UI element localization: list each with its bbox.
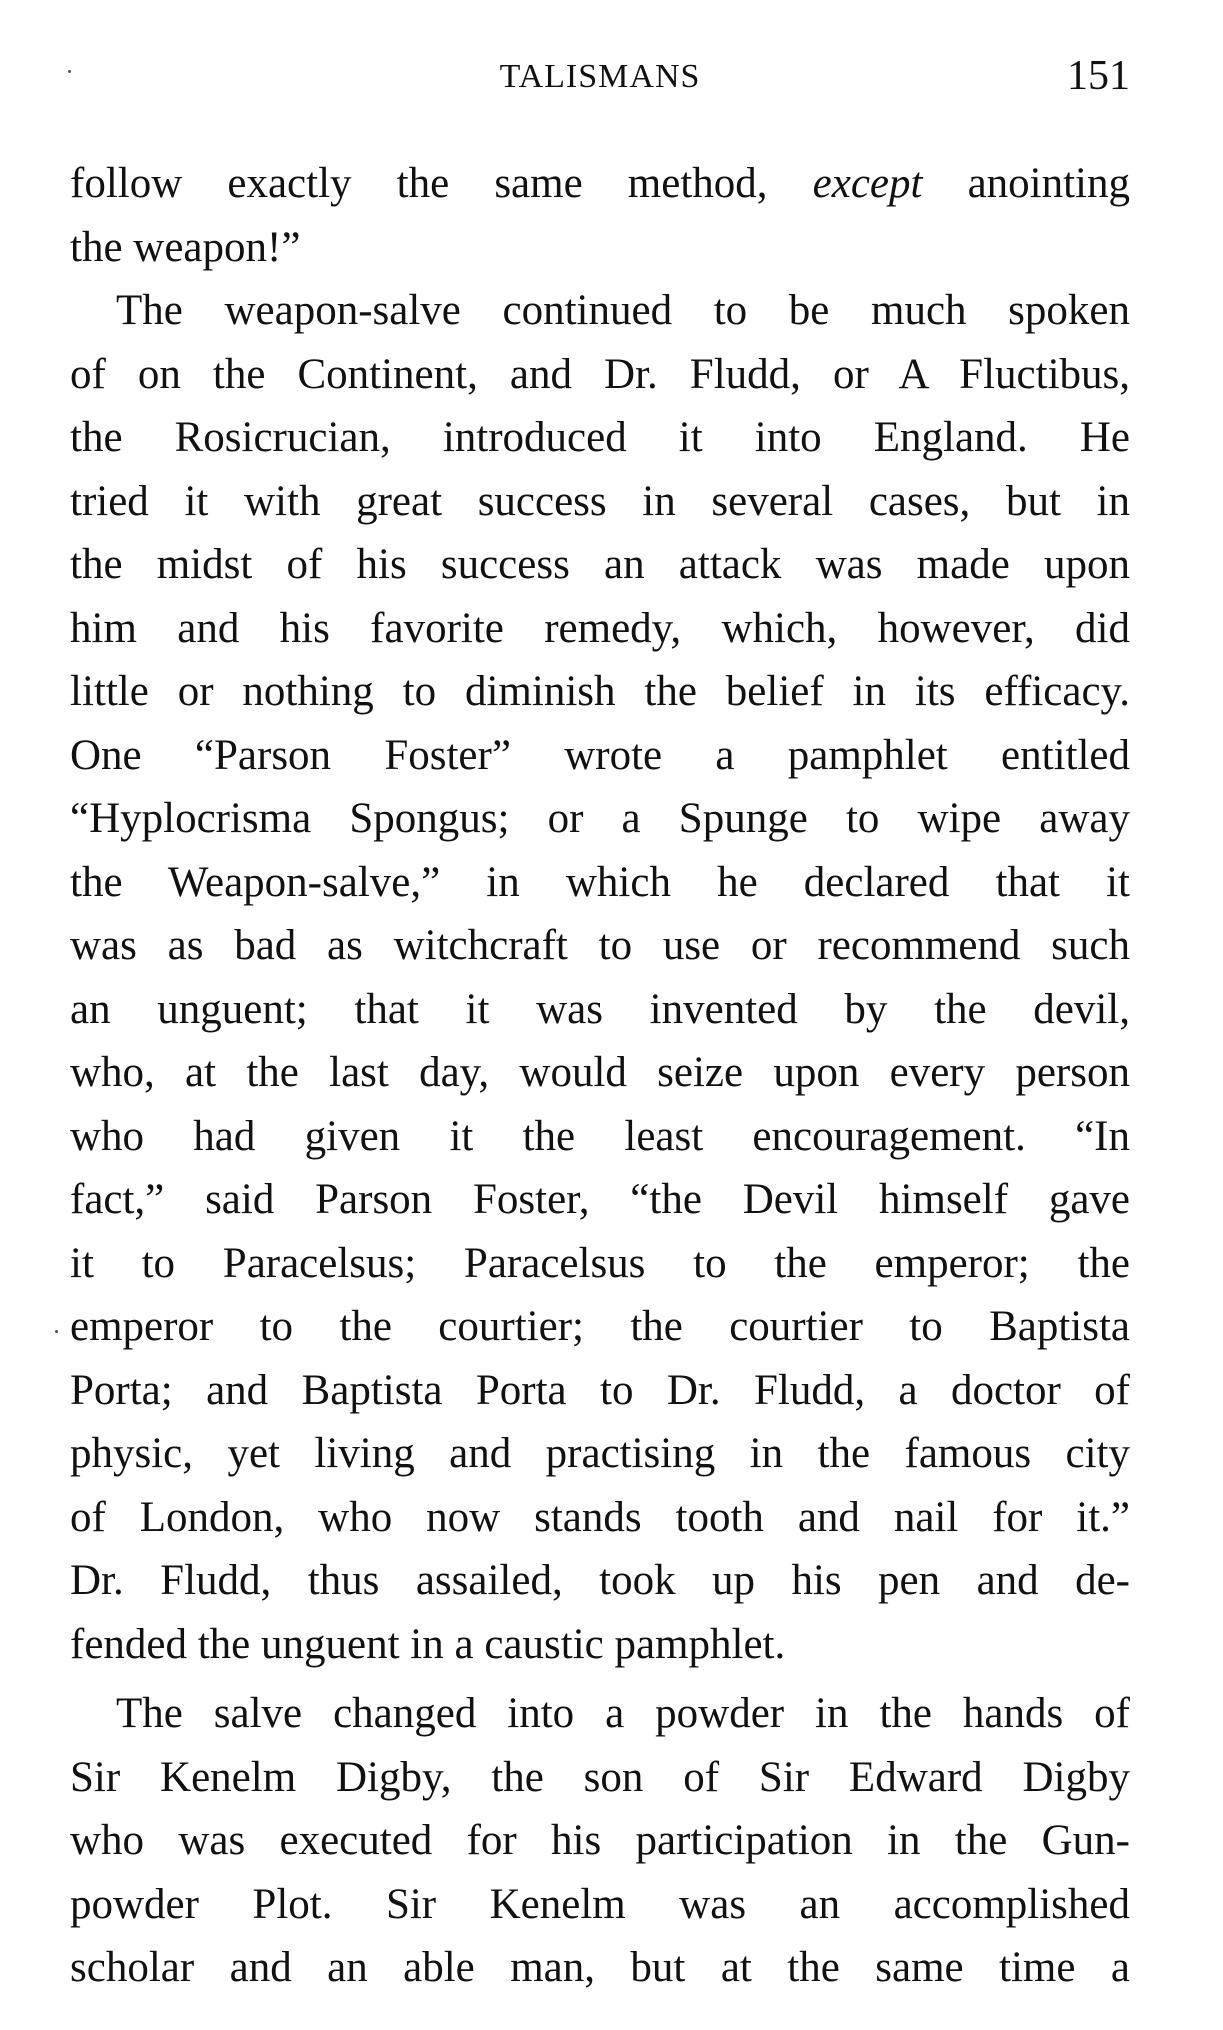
page-number: 151 [1067,53,1130,99]
text-segment: Porta; and Baptista Porta to Dr. Fludd, a doctor of [70,1366,1130,1414]
text-segment: emperor to the courtier; the courtier to Baptista [70,1303,1130,1350]
text-segment: scholar and an able man, but at the same time a [70,1944,1130,1991]
text-line [70,1168,1130,1232]
text-line [70,787,1130,851]
text-segment: the midst of his success an attack was made upon [70,541,1130,588]
text-segment: little or nothing to diminish the belief in its efficacy. [70,668,1130,715]
text-segment: powder Plot. Sir Kenelm was an accomplished [70,1880,1130,1928]
italic-text: except [812,160,923,207]
text-line [70,1232,1130,1296]
text-segment: fact,” said Parson Foster, “the Devil himself gave [70,1176,1130,1223]
text-line [70,1613,1130,1677]
text-line [70,1041,1130,1105]
text-line [70,406,1130,470]
text-segment: the Rosicrucian, introduced it into England. He [70,414,1130,461]
text-line [70,978,1130,1042]
text-segment: follow exactly the same method, [70,160,813,207]
text-segment: who had given it the least encouragement. “In [70,1112,1130,1160]
running-title: TALISMANS [499,58,701,95]
text-segment: of London, who now stands tooth and nail for it.” [70,1493,1130,1541]
text-segment: of on the Continent, and Dr. Fludd, or A Fluctibus, [70,350,1130,398]
text-line [70,1359,1130,1423]
stray-print-mark [68,70,71,73]
stray-print-mark [55,1330,58,1333]
text-line [70,1105,1130,1169]
text-line [70,1486,1130,1550]
text-segment: an unguent; that it was invented by the devil, [70,985,1130,1033]
text-line [70,724,1130,788]
text-line [70,1936,1130,2000]
text-segment: was as bad as witchcraft to use or recommend such [70,922,1130,969]
text-line [70,152,1130,216]
text-line [70,470,1130,534]
text-line [70,533,1130,597]
running-head [70,52,1130,102]
text-line [70,1549,1130,1613]
text-segment: anointing [922,160,1131,207]
text-line [70,851,1130,915]
text-line [70,1682,1130,1746]
text-segment: “Hyplocrisma Spongus; or a Spunge to wipe away [70,795,1130,842]
text-line [70,1809,1130,1873]
text-segment: The salve changed into a powder in the hands of [116,1690,1130,1737]
text-segment: him and his favorite remedy, which, however, did [70,604,1130,652]
text-segment: fended the unguent in a caustic pamphlet. [70,1620,786,1668]
text-line [70,279,1130,343]
text-segment: Sir Kenelm Digby, the son of Sir Edward Digby [70,1753,1130,1801]
text-line [70,1873,1130,1937]
text-segment: the weapon!” [70,223,301,271]
text-line [70,914,1130,978]
text-line [70,660,1130,724]
text-segment: who was executed for his participation in the Gun- [70,1817,1130,1864]
text-line [70,216,1130,280]
text-line [70,1746,1130,1810]
text-segment: who, at the last day, would seize upon every person [70,1049,1130,1096]
text-line [70,343,1130,407]
text-line [70,1422,1130,1486]
body-text [70,152,1130,2000]
text-segment: One “Parson Foster” wrote a pamphlet entitled [70,731,1130,779]
text-line [70,1295,1130,1359]
text-segment: physic, yet living and practising in the famous city [70,1430,1130,1477]
text-segment: The weapon-salve continued to be much spoken [116,287,1130,334]
text-line [70,597,1130,661]
text-segment: it to Paracelsus; Paracelsus to the emperor; the [70,1239,1130,1287]
text-segment: the Weapon-salve,” in which he declared that it [70,858,1130,906]
text-segment: Dr. Fludd, thus assailed, took up his pen and de- [70,1557,1130,1604]
text-segment: tried it with great success in several cases, but in [70,477,1130,525]
